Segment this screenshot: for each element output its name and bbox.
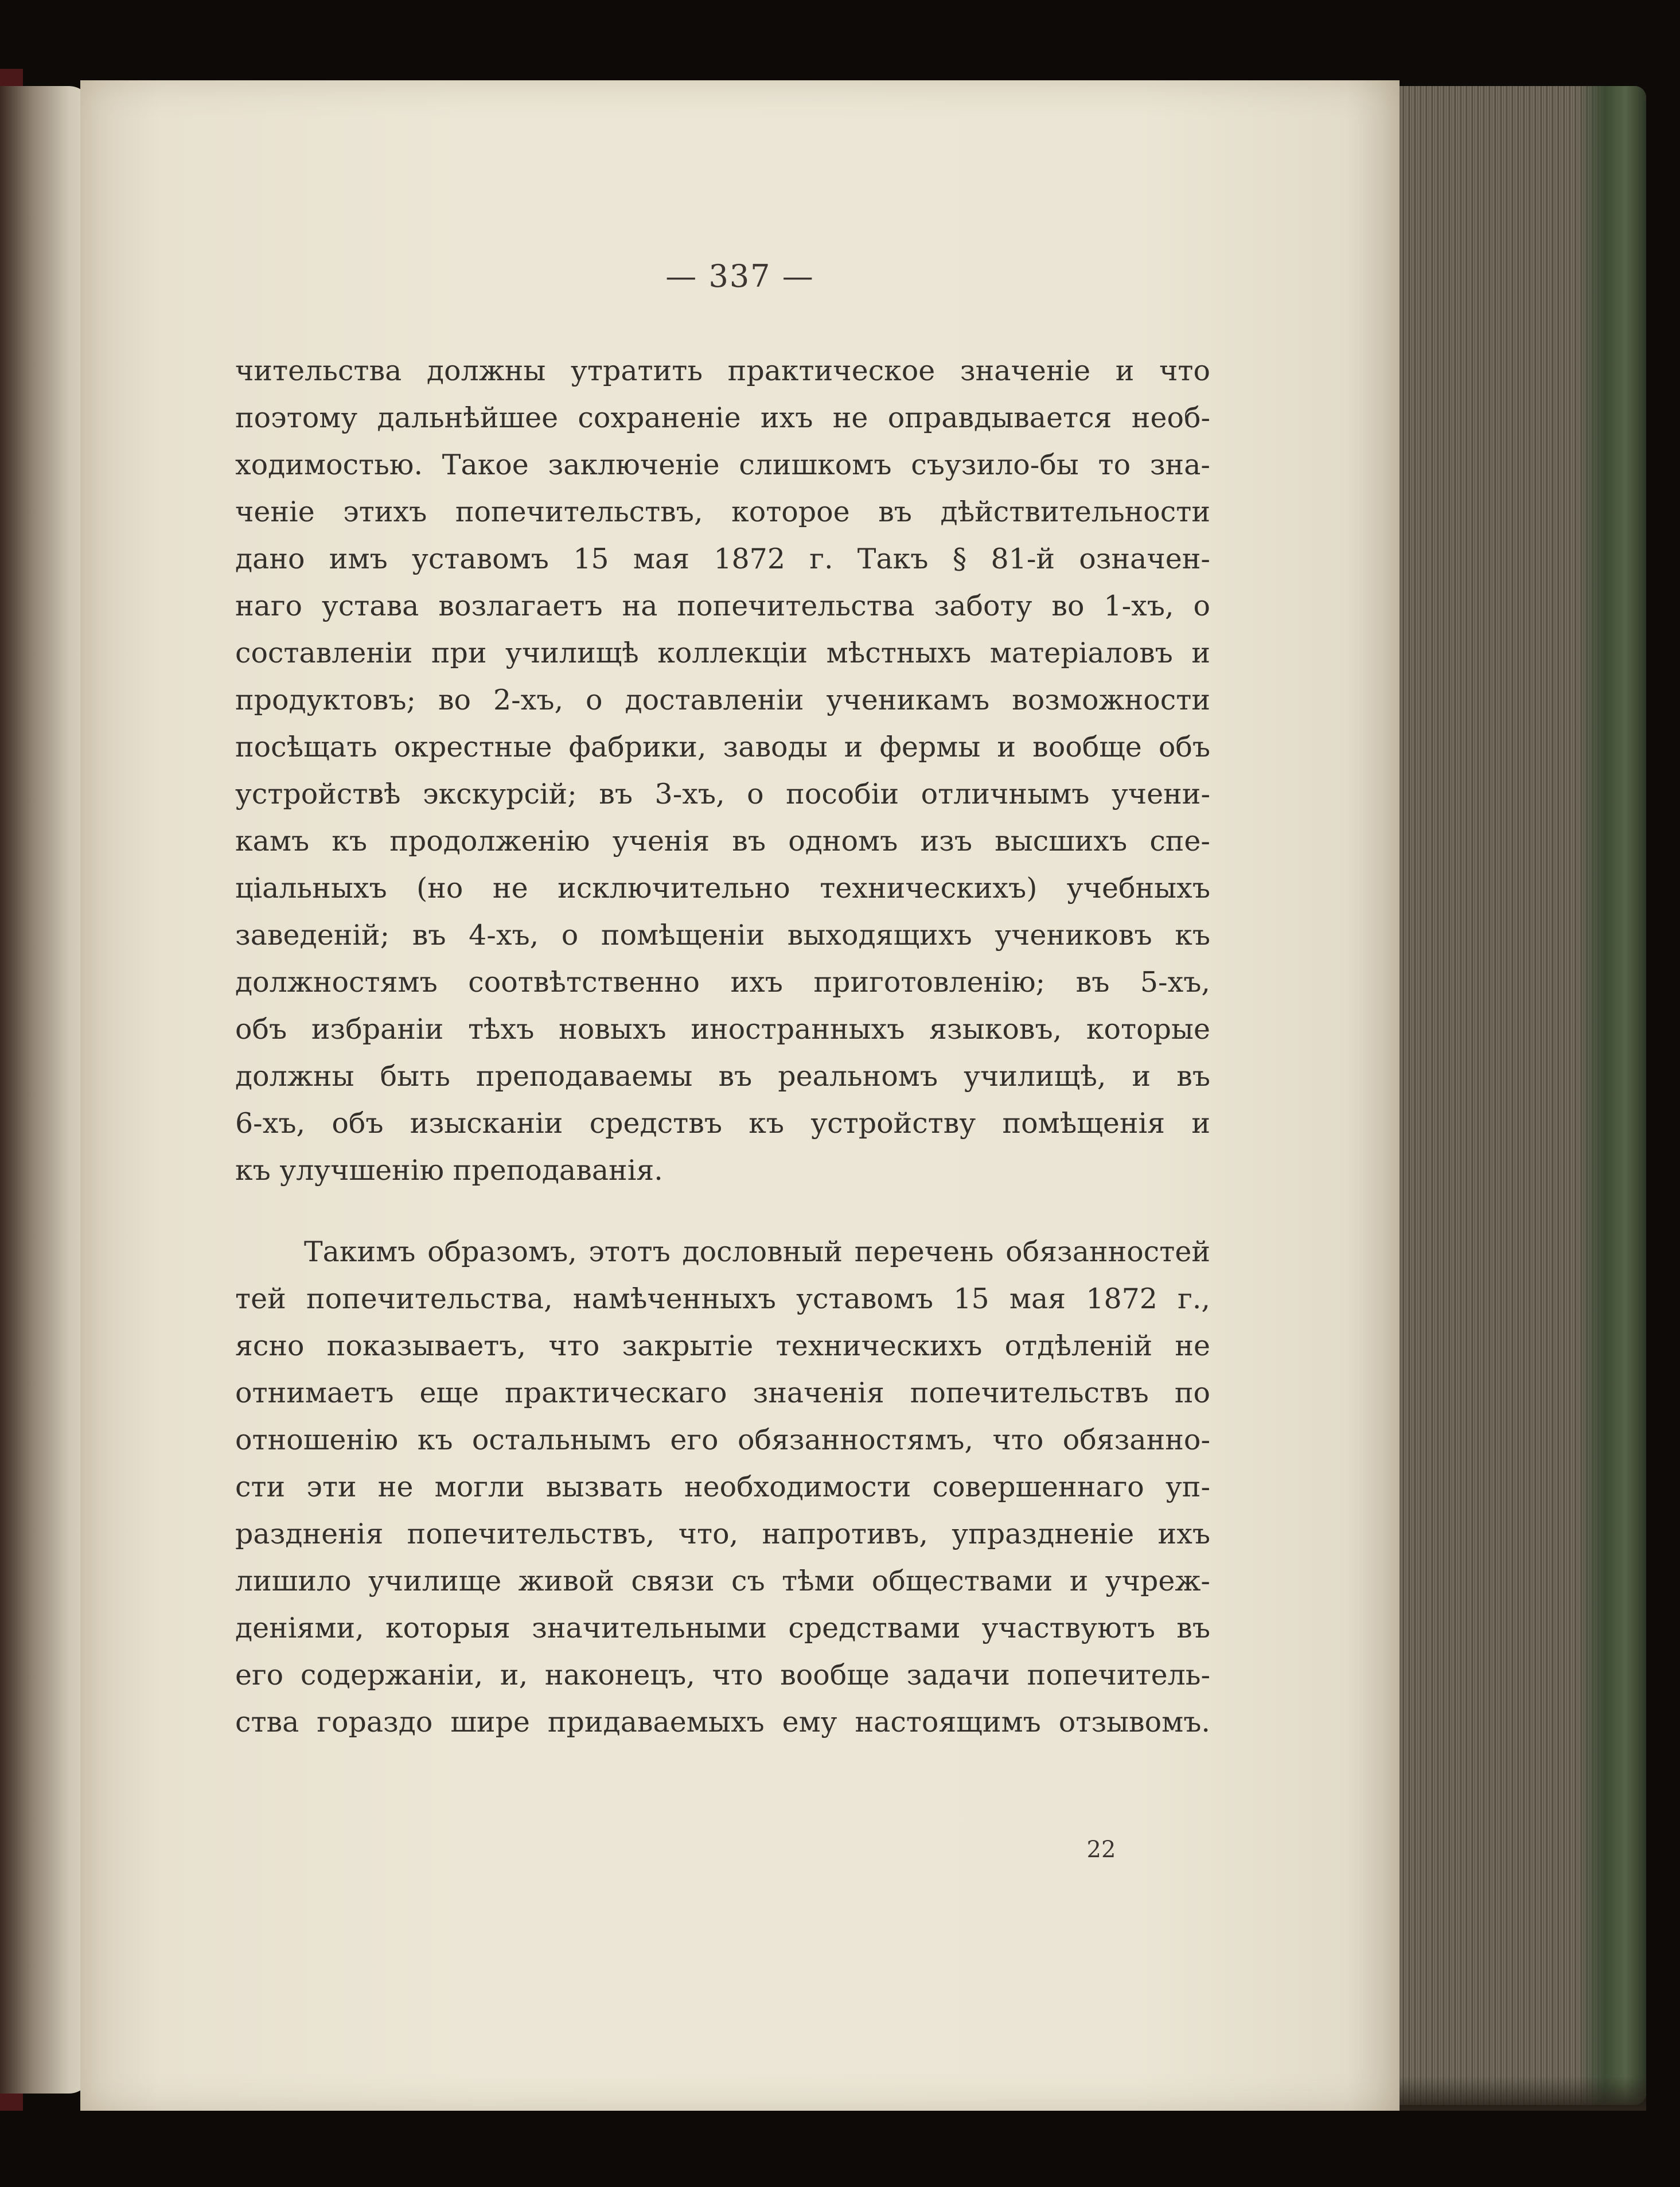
text-line: камъ къ продолженію ученія въ одномъ изъ высшихъ спе-: [235, 825, 1210, 857]
text-line: его содержаніи, и, наконецъ, что вообще задачи попечитель-: [235, 1659, 1210, 1691]
text-line: составленіи при училищѣ коллекціи мѣстныхъ матеріаловъ и: [235, 637, 1210, 669]
text-line: наго устава возлагаетъ на попечительства заботу во 1-хъ, о: [235, 590, 1210, 622]
text-line: Такимъ образомъ, этотъ дословный перечень обязанностей: [304, 1235, 1210, 1268]
page-number: — 337 —: [665, 258, 814, 294]
text-line: 6-хъ, объ изысканіи средствъ къ устройству помѣщенія и: [235, 1107, 1210, 1140]
text-line: устройствѣ экскурсій; въ 3-хъ, о пособіи отличнымъ учени-: [235, 778, 1210, 810]
text-line: лишило училище живой связи съ тѣми обществами и учреж-: [235, 1565, 1210, 1597]
text-line: ясно показываетъ, что закрытіе техническихъ отдѣленій не: [235, 1330, 1210, 1362]
paragraph-1: [235, 348, 1210, 1194]
page-block-edges: [1377, 86, 1646, 2105]
text-line: объ избраніи тѣхъ новыхъ иностранныхъ языковъ, которые: [235, 1013, 1210, 1046]
book-page: [80, 80, 1400, 2111]
text-line: ченіе этихъ попечительствъ, которое въ дѣйствительности: [235, 496, 1210, 528]
text-line: ходимостью. Такое заключеніе слишкомъ съузило-бы то зна-: [235, 449, 1210, 481]
text-line: отнимаетъ еще практическаго значенія попечительствъ по: [235, 1377, 1210, 1409]
text-line: деніями, которыя значительными средствами участвуютъ въ: [235, 1612, 1210, 1644]
paragraph-2: [235, 1229, 1210, 1746]
text-line: тей попечительства, намѣченныхъ уставомъ 15 мая 1872 г.,: [235, 1282, 1210, 1315]
text-line: ціальныхъ (но не исключительно техническихъ) учебныхъ: [235, 872, 1210, 905]
text-line: ства гораздо шире придаваемыхъ ему настоящимъ отзывомъ.: [235, 1706, 1210, 1738]
text-line: чительства должны утратить практическое значеніе и что: [235, 354, 1210, 387]
text-line: отношенію къ остальнымъ его обязанностямъ, что обязанно-: [235, 1424, 1210, 1456]
signature-mark: 22: [1086, 1837, 1116, 1863]
text-line: посѣщать окрестные фабрики, заводы и фермы и вообще объ: [235, 731, 1210, 763]
text-line: поэтому дальнѣйшее сохраненіе ихъ не оправдывается необ-: [235, 401, 1210, 434]
body-text: [235, 348, 1210, 1746]
previous-page-edge: [0, 86, 92, 2094]
text-line: продуктовъ; во 2-хъ, о доставленіи ученикамъ возможности: [235, 684, 1210, 716]
text-line: заведеній; въ 4-хъ, о помѣщеніи выходящихъ учениковъ къ: [235, 919, 1210, 952]
text-line: сти эти не могли вызвать необходимости совершеннаго уп-: [235, 1471, 1210, 1503]
text-line: должностямъ соотвѣтственно ихъ приготовленію; въ 5-хъ,: [235, 966, 1210, 999]
text-line: дано имъ уставомъ 15 мая 1872 г. Такъ § 81-й означен-: [235, 543, 1210, 575]
page-block-shadow: [1377, 2076, 1646, 2111]
text-line: къ улучшенію преподаванія.: [235, 1154, 663, 1187]
text-line: должны быть преподаваемы въ реальномъ училищѣ, и въ: [235, 1060, 1210, 1093]
paragraph-gap: [235, 1194, 1210, 1229]
text-line: раздненія попечительствъ, что, напротивъ, упраздненіе ихъ: [235, 1518, 1210, 1550]
